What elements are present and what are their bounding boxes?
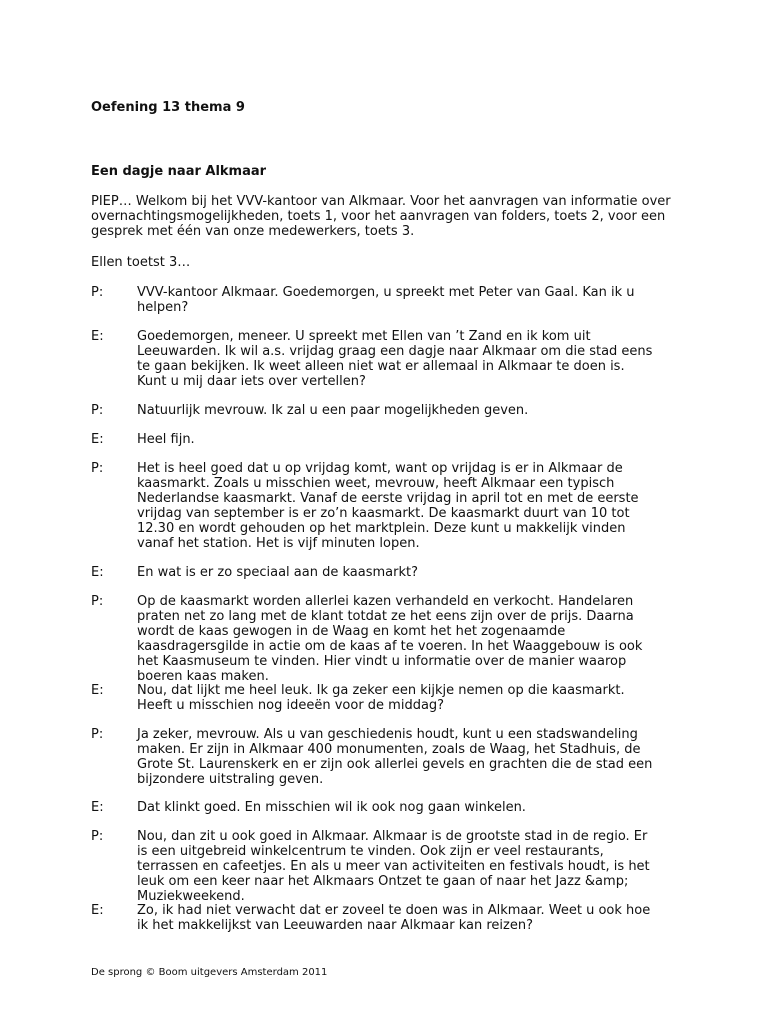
utterance-text: Dat klinkt goed. En misschien wil ik ook nog gaan winkelen.: [137, 800, 526, 815]
utterance-text: Goedemorgen, meneer. U spreekt met Ellen van ’t Zand en ik kom uit Leeuwarden. Ik wil a.s. vrijdag graag een dagje naar Alkmaar om die stad eens te gaan bekijken. Ik weet alleen niet wat er allemaal in Alkmaar te doen is. Kunt u mij daar iets over vertellen?: [137, 329, 653, 389]
text-title: Een dagje naar Alkmaar: [91, 164, 267, 179]
utterance-text: Op de kaasmarkt worden allerlei kazen verhandeld en verkocht. Handelaren praten net zo lang met de klant totdat ze het eens zijn over de prijs. Daarna wordt de kaas gewogen in de Waag en komt het het zogenaamde kaasdragersgilde in actie om de kaas af te voeren. In het Waaggebouw is ook het Kaasmuseum te vinden. Hier vindt u informatie over de manier waarop boeren kaas maken.: [137, 594, 643, 684]
speaker-label: P:: [91, 403, 104, 418]
speaker-label: P:: [91, 727, 104, 742]
page-footer: De sprong © Boom uitgevers Amsterdam 2011: [91, 967, 328, 978]
speaker-label: E:: [91, 800, 104, 815]
utterance-text: En wat is er zo speciaal aan de kaasmarkt?: [137, 565, 418, 580]
speaker-label: P:: [91, 461, 104, 476]
utterance-text: Natuurlijk mevrouw. Ik zal u een paar mogelijkheden geven.: [137, 403, 529, 418]
utterance-text: Het is heel goed dat u op vrijdag komt, want op vrijdag is er in Alkmaar de kaasmarkt. Zoals u misschien weet, mevrouw, heeft Alkmaar een typisch Nederlandse kaasmarkt. Vanaf de eerste vrijdag in april tot en met de eerste vrijdag van september is er zo’n kaasmarkt. De kaasmarkt duurt van 10 tot 12.30 en wordt gehouden op het marktplein. Deze kunt u makkelijk vinden vanaf het station. Het is vijf minuten lopen.: [137, 461, 639, 551]
utterance-text: Nou, dat lijkt me heel leuk. Ik ga zeker een kijkje nemen op die kaasmarkt. Heeft u misschien nog ideeën voor de middag?: [137, 683, 625, 713]
utterance-text: Nou, dan zit u ook goed in Alkmaar. Alkmaar is de grootste stad in de regio. Er is een uitgebreid winkelcentrum te vinden. Ook zijn er veel restaurants, terrassen en cafeetjes. En als u meer van activiteiten en festivals houdt, is het leuk om een keer naar het Alkmaars Ontzet te gaan of naar het Jazz &amp; Muziekweekend.: [137, 829, 650, 904]
speaker-label: P:: [91, 829, 104, 844]
speaker-label: E:: [91, 903, 104, 918]
utterance-text: Heel fijn.: [137, 432, 195, 447]
utterance-text: Ja zeker, mevrouw. Als u van geschiedenis houdt, kunt u een stadswandeling maken. Er zijn in Alkmaar 400 monumenten, zoals de Waag, het Stadhuis, de Grote St. Laurenskerk en er zijn ook allerlei gevels en grachten die de stad een bijzondere uitstraling geven.: [137, 727, 653, 787]
speaker-label: P:: [91, 285, 104, 300]
speaker-label: E:: [91, 432, 104, 447]
speaker-label: E:: [91, 329, 104, 344]
speaker-label: E:: [91, 683, 104, 698]
action-line: Ellen toetst 3…: [91, 255, 191, 270]
utterance-text: Zo, ik had niet verwacht dat er zoveel te doen was in Alkmaar. Weet u ook hoe ik het makkelijkst van Leeuwarden naar Alkmaar kan reizen?: [137, 903, 651, 933]
speaker-label: E:: [91, 565, 104, 580]
speaker-label: P:: [91, 594, 104, 609]
intro-paragraph: PIEP… Welkom bij het VVV-kantoor van Alkmaar. Voor het aanvragen van informatie over overnachtingsmogelijkheden, toets 1, voor het aanvragen van folders, toets 2, voor een gesprek met één van onze medewerkers, toets 3.: [91, 194, 671, 239]
exercise-title: Oefening 13 thema 9: [91, 100, 245, 115]
utterance-text: VVV-kantoor Alkmaar. Goedemorgen, u spreekt met Peter van Gaal. Kan ik u helpen?: [137, 285, 635, 315]
